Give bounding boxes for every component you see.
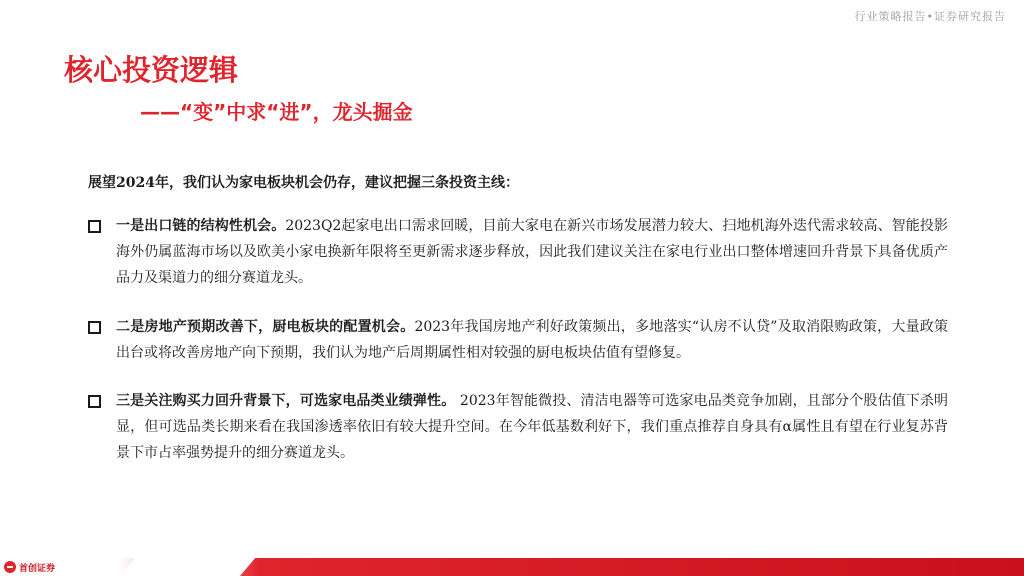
square-bullet-icon [88, 321, 101, 334]
square-bullet-icon [88, 395, 101, 408]
company-logo [4, 560, 55, 574]
bullet-lead: 三是关注购买力回升背景下，可选家电品类业绩弹性。 [116, 393, 456, 409]
bullet-text [116, 314, 948, 366]
logo-text: 首创证券 [19, 563, 56, 574]
bullet-text [116, 213, 948, 291]
bullet-body: 2023Q2起家电出口需求回暖，目前大家电在新兴市场发展潜力较大、扫地机海外迭代需求较高、智能投影海外仍属蓝海市场以及欧美小家电换新年限将至更新需求逐步释放，因此我们建议关注在家电行业出口整体增速回升背景下具备优质产品力及渠道力的细分赛道龙头。 [116, 218, 949, 286]
page-title: 核心投资逻辑 [64, 53, 239, 87]
square-bullet-icon [88, 220, 101, 233]
report-type-label: 行业策略报告•证券研究报告 [854, 10, 1006, 23]
intro-paragraph: 展望2024年，我们认为家电板块机会仍存，建议把握三条投资主线： [88, 175, 519, 191]
bullet-text [116, 388, 948, 466]
bullet-item-optional [88, 388, 948, 466]
bullet-lead: 二是房地产预期改善下，厨电板块的配置机会。 [116, 319, 415, 335]
bullet-item-export [88, 213, 948, 291]
logo-icon [4, 561, 16, 573]
bullet-item-kitchen [88, 314, 948, 366]
footer-bar [0, 558, 1024, 576]
bullet-lead: 一是出口链的结构性机会。 [116, 218, 286, 234]
bullet-body: 2023年智能微投、清洁电器等可选家电品类竞争加剧，且部分个股估值下杀明显，但可选品类长期来看在我国渗透率依旧有较大提升空间。在今年低基数利好下，我们重点推荐自身具有α属性且有望在行业复苏背景下市占率强势提升的细分赛道龙头。 [116, 393, 949, 461]
page-subtitle: ——“变”中求“进”，龙头掘金 [140, 100, 413, 124]
bullet-body: 2023年我国房地产利好政策频出，多地落实“认房不认贷”及取消限购政策，大量政策出台或将改善房地产向下预期，我们认为地产后周期属性相对较强的厨电板块估值有望修复。 [116, 319, 948, 361]
